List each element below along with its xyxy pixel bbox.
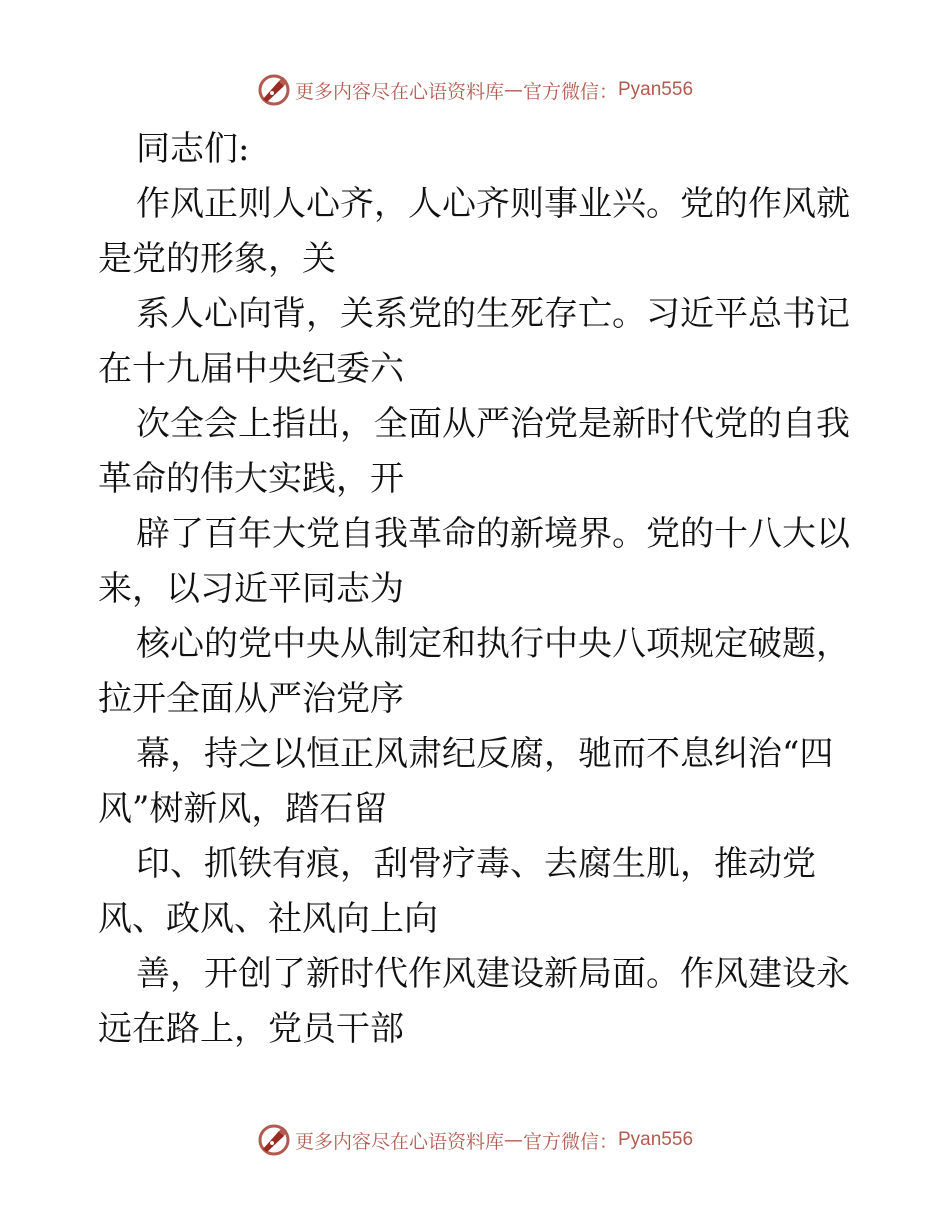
- text-line: 同志们:: [136, 129, 250, 169]
- wechat-label: 官方微信：: [522, 1130, 618, 1153]
- text-line: 核心的党中央从制定和执行中央八项规定破题，: [136, 624, 850, 664]
- text-line: 是党的形象，关: [98, 239, 336, 279]
- text-line: 风”树新风，踏石留: [98, 789, 388, 829]
- text-line: 善，开创了新时代作风建设新局面。作风建设永: [136, 954, 850, 994]
- wechat-label: 官方微信：: [522, 80, 618, 103]
- text-line: 拉开全面从严治党序: [98, 679, 404, 719]
- pen-nib-logo-icon: [257, 1123, 291, 1157]
- site-name-text: 更多内容尽在心语资料库: [294, 1130, 504, 1153]
- text-line: 远在路上，党员干部: [98, 1009, 404, 1049]
- text-line: 系人心向背，关系党的生死存亡。习近平总书记: [136, 294, 850, 334]
- text-line: 来，以习近平同志为: [98, 569, 404, 609]
- text-line: 革命的伟大实践，开: [98, 459, 404, 499]
- text-line: 幕，持之以恒正风肃纪反腐，驰而不息纠治“四: [136, 734, 834, 774]
- footer-banner: [0, 1120, 950, 1160]
- text-line: 风、政风、社风向上向: [98, 899, 438, 939]
- text-line: 辟了百年大党自我革命的新境界。党的十八大以: [136, 514, 850, 554]
- text-line: 作风正则人心齐，人心齐则事业兴。党的作风就: [136, 184, 850, 224]
- banner-separator: —: [503, 79, 523, 101]
- text-line: 印、抓铁有痕，刮骨疗毒、去腐生肌，推动党: [136, 844, 816, 884]
- wechat-id: Pyan556: [618, 1129, 694, 1150]
- banner-separator: —: [503, 1129, 523, 1151]
- document-body: [98, 122, 858, 1057]
- pen-nib-logo-icon: [257, 73, 291, 107]
- wechat-id: Pyan556: [618, 79, 694, 100]
- text-line: 次全会上指出，全面从严治党是新时代党的自我: [136, 404, 850, 444]
- header-banner: [0, 70, 950, 110]
- site-name-text: 更多内容尽在心语资料库: [294, 80, 504, 103]
- text-line: 在十九届中央纪委六: [98, 349, 404, 389]
